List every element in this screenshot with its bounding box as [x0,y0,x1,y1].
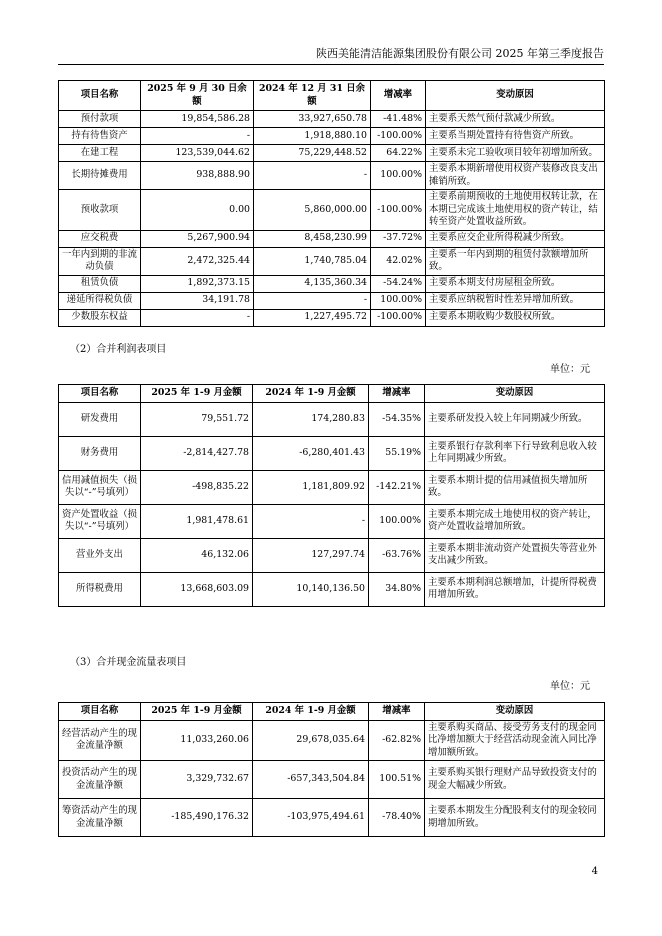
change-reason-cell: 主要系应交企业所得税减少所致。 [426,230,605,247]
cashflow-section-title: （3）合并现金流量表项目 [70,657,187,668]
table-row [59,402,605,436]
item-name-cell: 资产处置收益（损失以“-”号填列） [59,504,141,538]
change-rate-cell: -62.82% [369,720,425,761]
current-amount-cell: 1,892,373.15 [141,275,254,292]
previous-amount-cell: 1,227,495.72 [254,309,371,326]
table-row [59,436,605,470]
previous-amount-cell: 29,678,035.64 [253,720,369,761]
change-rate-cell: 100.51% [369,761,425,799]
change-rate-cell: 55.19% [369,436,425,470]
current-amount-cell: 123,539,044.62 [141,145,254,162]
table-header-row [59,81,605,111]
change-reason-cell: 主要系本期收购少数股权所致。 [426,309,605,326]
table-row [59,111,605,128]
column-header: 项目名称 [59,81,141,111]
previous-amount-cell: 1,918,880.10 [254,128,371,145]
previous-amount-cell: -6,280,401.43 [253,436,369,470]
change-reason-cell: 主要系前期预收的土地使用权转让款，在本期已完成该土地使用权的资产转让，结转至资产处置收益所致。 [426,190,605,231]
column-header: 2024 年 1-9 月金额 [253,385,369,403]
item-name-cell: 预收款项 [59,190,141,231]
change-reason-cell: 主要系本期发生分配股利支付的现金较同期增加所致。 [425,799,605,837]
previous-amount-cell: - [253,504,369,538]
table-row [59,761,605,799]
change-reason-cell: 主要系银行存款利率下行导致利息收入较上年同期减少所致。 [425,436,605,470]
change-reason-cell: 主要系一年内到期的租赁付款额增加所致。 [426,247,605,275]
item-name-cell: 递延所得税负债 [59,292,141,309]
table-row [59,799,605,837]
item-name-cell: 研发费用 [59,402,141,436]
table-row [59,504,605,538]
change-reason-cell: 主要系本期非流动资产处置损失等营业外支出减少所致。 [425,538,605,572]
change-rate-cell: -100.00% [371,128,426,145]
current-amount-cell: 2,472,325.44 [141,247,254,275]
table-row [59,720,605,761]
current-amount-cell: 0.00 [141,190,254,231]
income-section-title: （2）合并利润表项目 [70,344,167,355]
current-amount-cell: 3,329,732.67 [141,761,253,799]
item-name-cell: 经营活动产生的现金流量净额 [59,720,141,761]
report-title: 陕西美能清洁能源集团股份有限公司 2025 年第三季度报告 [316,47,604,60]
column-header: 2025 年 9 月 30 日余额 [141,81,254,111]
change-reason-cell: 主要系未完工验收项目较年初增加所致。 [426,145,605,162]
item-name-cell: 持有待售资产 [59,128,141,145]
item-name-cell: 所得税费用 [59,572,141,606]
item-name-cell: 应交税费 [59,230,141,247]
previous-amount-cell: -657,343,504.84 [253,761,369,799]
item-name-cell: 在建工程 [59,145,141,162]
table-row [59,292,605,309]
table-row [59,538,605,572]
current-amount-cell: - [141,309,254,326]
current-amount-cell: 46,132.06 [141,538,253,572]
column-header: 变动原因 [425,703,605,721]
previous-amount-cell: - [254,292,371,309]
change-rate-cell: 42.02% [371,247,426,275]
change-reason-cell: 主要系当期处置持有待售资产所致。 [426,128,605,145]
item-name-cell: 投资活动产生的现金流量净额 [59,761,141,799]
previous-amount-cell: - [254,162,371,190]
column-header: 变动原因 [425,385,605,403]
table-row [59,230,605,247]
column-header: 增减率 [369,703,425,721]
current-amount-cell: 11,033,260.06 [141,720,253,761]
previous-amount-cell: 5,860,000.00 [254,190,371,231]
previous-amount-cell: 8,458,230.99 [254,230,371,247]
table-header-row [59,385,605,403]
change-rate-cell: -37.72% [371,230,426,247]
table-row [59,128,605,145]
current-amount-cell: 1,981,478.61 [141,504,253,538]
change-rate-cell: 100.00% [369,504,425,538]
current-amount-cell: 938,888.90 [141,162,254,190]
current-amount-cell: -2,814,427.78 [141,436,253,470]
current-amount-cell: 34,191.78 [141,292,254,309]
item-name-cell: 筹资活动产生的现金流量净额 [59,799,141,837]
item-name-cell: 一年内到期的非流动负债 [59,247,141,275]
item-name-cell: 预付款项 [59,111,141,128]
column-header: 增减率 [369,385,425,403]
current-amount-cell: 19,854,586.28 [141,111,254,128]
previous-amount-cell: 1,181,809.92 [253,470,369,504]
column-header: 增减率 [371,81,426,111]
item-name-cell: 租赁负债 [59,275,141,292]
table-row [59,309,605,326]
table-row [59,572,605,606]
change-reason-cell: 主要系购买商品、接受劳务支付的现金同比净增加额大于经营活动现金流入同比净增加额所致。 [425,720,605,761]
table-row [59,247,605,275]
current-amount-cell: -185,490,176.32 [141,799,253,837]
change-rate-cell: -41.48% [371,111,426,128]
change-rate-cell: -54.35% [369,402,425,436]
column-header: 2024 年 1-9 月金额 [253,703,369,721]
balance-sheet-table [58,80,605,327]
item-name-cell: 长期待摊费用 [59,162,141,190]
current-amount-cell: -498,835.22 [141,470,253,504]
column-header: 变动原因 [426,81,605,111]
change-rate-cell: -142.21% [369,470,425,504]
current-amount-cell: 79,551.72 [141,402,253,436]
change-reason-cell: 主要系购买银行理财产品导致投资支付的现金大幅减少所致。 [425,761,605,799]
column-header: 2025 年 1-9 月金额 [141,703,253,721]
column-header: 项目名称 [59,703,141,721]
change-reason-cell: 主要系本期利润总额增加，计提所得税费用增加所致。 [425,572,605,606]
current-amount-cell: 13,668,603.09 [141,572,253,606]
previous-amount-cell: 4,135,360.34 [254,275,371,292]
change-rate-cell: -63.76% [369,538,425,572]
change-reason-cell: 主要系本期完成土地使用权的资产转让，资产处置收益增加所致。 [425,504,605,538]
current-amount-cell: 5,267,900.94 [141,230,254,247]
change-reason-cell: 主要系天然气预付款减少所致。 [426,111,605,128]
table-row [59,190,605,231]
current-amount-cell: - [141,128,254,145]
table-row [59,145,605,162]
change-reason-cell: 主要系本期支付房屋租金所致。 [426,275,605,292]
table-row [59,470,605,504]
item-name-cell: 财务费用 [59,436,141,470]
item-name-cell: 少数股东权益 [59,309,141,326]
column-header: 2025 年 1-9 月金额 [141,385,253,403]
change-reason-cell: 主要系本期新增使用权资产装修改良支出摊销所致。 [426,162,605,190]
change-rate-cell: 64.22% [371,145,426,162]
change-rate-cell: 34.80% [369,572,425,606]
previous-amount-cell: 10,140,136.50 [253,572,369,606]
table-header-row [59,703,605,721]
change-reason-cell: 主要系研发投入较上年同期减少所致。 [425,402,605,436]
change-reason-cell: 主要系应纳税暂时性差异增加所致。 [426,292,605,309]
previous-amount-cell: 33,927,650.78 [254,111,371,128]
item-name-cell: 营业外支出 [59,538,141,572]
page-number: 4 [591,866,598,877]
column-header: 项目名称 [59,385,141,403]
previous-amount-cell: -103,975,494.61 [253,799,369,837]
change-rate-cell: -78.40% [369,799,425,837]
change-rate-cell: -54.24% [371,275,426,292]
table-row [59,162,605,190]
change-reason-cell: 主要系本期计提的信用减值损失增加所致。 [425,470,605,504]
table-row [59,275,605,292]
report-header [58,46,604,65]
cash-flow-table [58,702,605,837]
previous-amount-cell: 127,297.74 [253,538,369,572]
previous-amount-cell: 1,740,785.04 [254,247,371,275]
previous-amount-cell: 174,280.83 [253,402,369,436]
column-header: 2024 年 12 月 31 日余额 [254,81,371,111]
income-statement-table [58,384,605,607]
income-unit-label: 单位：元 [550,364,590,375]
change-rate-cell: 100.00% [371,162,426,190]
change-rate-cell: -100.00% [371,309,426,326]
change-rate-cell: 100.00% [371,292,426,309]
previous-amount-cell: 75,229,448.52 [254,145,371,162]
cashflow-unit-label: 单位：元 [550,681,590,692]
item-name-cell: 信用减值损失（损失以“-”号填列） [59,470,141,504]
change-rate-cell: -100.00% [371,190,426,231]
